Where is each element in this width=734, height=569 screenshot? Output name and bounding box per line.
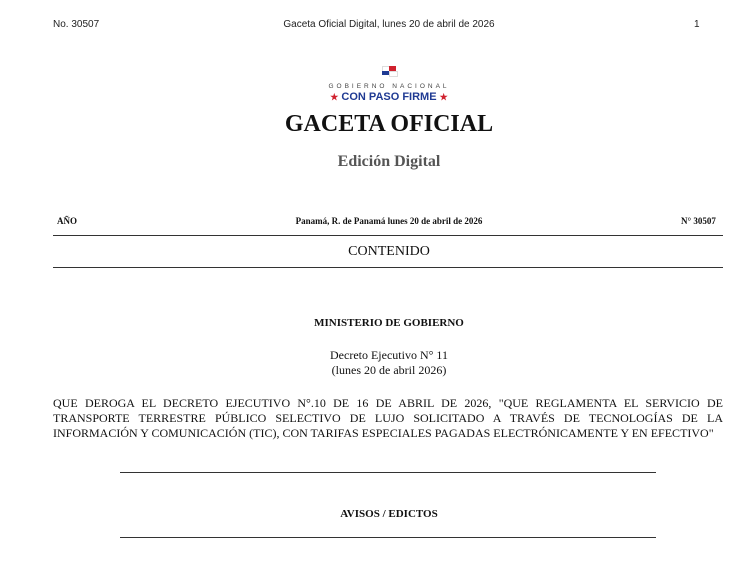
panama-flag-icon — [382, 66, 396, 75]
avisos-heading: AVISOS / EDICTOS — [340, 508, 438, 520]
decree-date: (lunes 20 de abril 2026) — [331, 363, 447, 377]
gazette-number: N° 30507 — [681, 216, 716, 226]
government-logo — [0, 62, 734, 103]
star-icon: ★ — [330, 92, 339, 102]
logo-slogan: CON PASO FIRME — [341, 91, 437, 103]
divider — [53, 235, 723, 236]
decree-name: Decreto Ejecutivo N° 11 — [330, 348, 448, 362]
divider — [120, 537, 656, 538]
star-icon: ★ — [439, 92, 448, 102]
divider — [120, 472, 656, 473]
issue-number: No. 30507 — [53, 19, 100, 30]
place-date: Panamá, R. de Panamá lunes 20 de abril de 2026 — [295, 216, 483, 226]
logo-line-1: GOBIERNO NACIONAL — [328, 83, 450, 90]
contents-heading: CONTENIDO — [348, 244, 430, 259]
edition-subtitle: Edición Digital — [337, 153, 441, 170]
divider — [53, 267, 723, 268]
gazette-title: GACETA OFICIAL — [284, 111, 494, 137]
decree-title — [0, 348, 734, 378]
decree-summary: QUE DEROGA EL DECRETO EJECUTIVO N°.10 DE 16 DE ABRIL DE 2026, "QUE REGLAMENTA EL SERVICIO DE TRANSPORTE TERRESTRE PÚBLICO SELECTIVO DE LUJO SOLICITADO A TRAVÉS DE TECNOLOGÍAS DE LA INFORMACIÓN Y COMUNICACIÓN (TIC), CON TARIFAS ESPECIALES PAGADAS ELECTRÓNICAMENTE Y EN EFECTIVO" — [53, 396, 723, 440]
running-header: Gaceta Oficial Digital, lunes 20 de abril de 2026 — [283, 19, 495, 30]
year-label: AÑO — [57, 216, 77, 226]
ministry-heading: MINISTERIO DE GOBIERNO — [314, 317, 464, 329]
logo-line-2 — [0, 91, 734, 103]
page-number: 1 — [694, 19, 700, 30]
